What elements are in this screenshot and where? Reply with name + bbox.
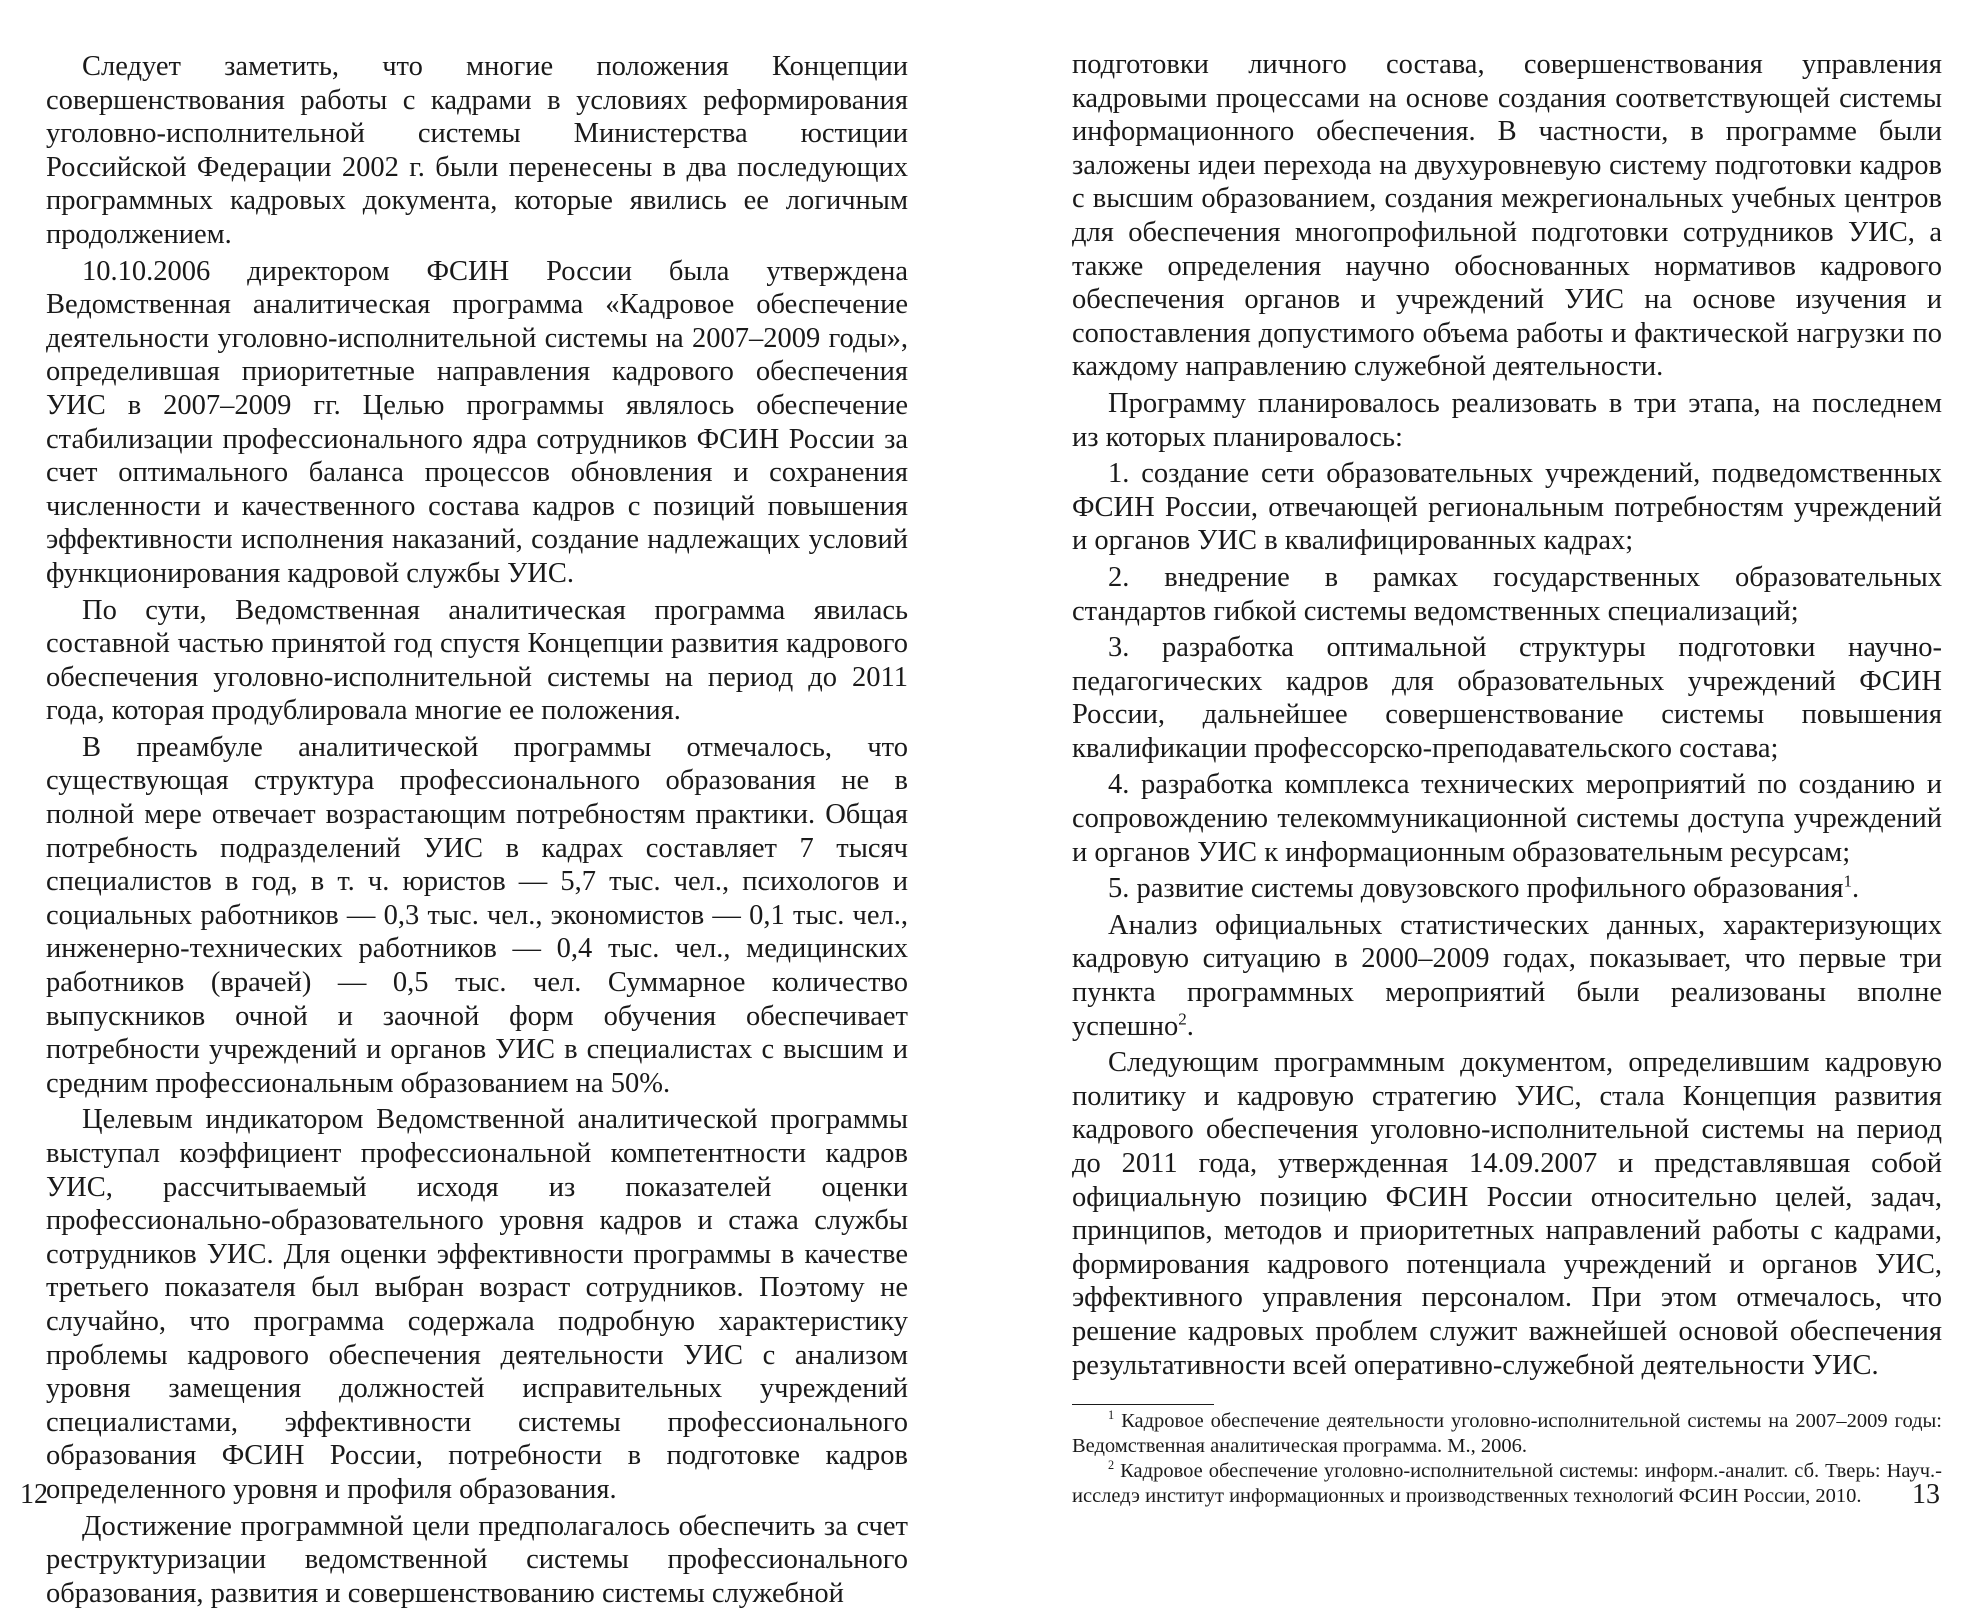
- list-item: 3. разработка оптимальной структуры подготовки научно-педагогических кадров для образовательных учреждений ФСИН России, дальнейшее совершенствование системы повышения квалификации профессорско-преподавательского состава;: [1072, 632, 1942, 764]
- footnotes: [1072, 1409, 1942, 1509]
- footnote: [1072, 1409, 1942, 1459]
- paragraph: В преамбуле аналитической программы отмечалось, что существующая структура профессионального образования не в полной мере отвечает возрастающим потребностям практики. Общая потребность подразделений УИС в кадрах составляет 7 тысяч специалистов в год, в т. ч. юристов — 5,7 тыс. чел., психологов и социальных работников — 0,3 тыс. чел., экономистов — 0,1 тыс. чел., инженерно-технических работников — 0,4 тыс. чел., медицинских работников (врачей) — 0,5 тыс. чел. Суммарное количество выпускников очной и заочной форм обучения обеспечивает потребности учреждений и органов УИС в специалистах с высшим и средним профессиональным образованием на 50%.: [46, 731, 908, 1099]
- right-page-body: [1072, 48, 1942, 1382]
- paragraph: 10.10.2006 директором ФСИН России была утверждена Ведомственная аналитическая программа «Кадровое обеспечение деятельности уголовно-исполнительной системы на 2007–2009 годы», определившая приоритетные направления кадрового обеспечения УИС в 2007–2009 гг. Целью программы являлось обеспечение стабилизации профессионального ядра сотрудников ФСИН России за счет оптимального баланса процессов обновления и сохранения численности и качественного состава кадров с позиций повышения эффективности исполнения наказаний, создание надлежащих условий функционирования кадровой службы УИС.: [46, 255, 908, 589]
- footnote-reference: 1: [1843, 871, 1853, 891]
- page-number-right: 13: [1912, 1479, 1940, 1510]
- left-page-body: [46, 50, 908, 1610]
- paragraph: Следующим программным документом, определившим кадровую политику и кадровую стратегию УИС, стала Концепция развития кадрового обеспечения уголовно-исполнительной системы на период до 2011 года, утвержденная 14.09.2007 и представлявшая собой официальную позицию ФСИН России относительно целей, задач, принципов, методов и приоритетных направлений работы с кадрами, формирования кадрового потенциала учреждений и органов УИС, эффективного управления персоналом. При этом отмечалось, что решение кадровых проблем служит важнейшей основой обеспечения результативности всей оперативно-служебной деятельности УИС.: [1072, 1047, 1942, 1381]
- footnote-text: Кадровое обеспечение уголовно-исполнительной системы: информ.-аналит. сб. Тверь: Науч.-исследэ институт информационных и производственных технологий ФСИН России, 2010.: [1072, 1460, 1942, 1508]
- paragraph-text: Анализ официальных статистических данных, характеризующих кадровую ситуацию в 2000–2009 годах, показывает, что первые три пункта программных мероприятий были реализованы вполне успешно: [1072, 909, 1942, 1042]
- paragraph-ending: .: [1852, 873, 1860, 905]
- paragraph-ending: .: [1186, 1010, 1194, 1042]
- footnote-text: Кадровое обеспечение деятельности уголовно-исполнительной системы на 2007–2009 годы: Ведомственная аналитическая программа. М., 2006.: [1072, 1410, 1943, 1458]
- list-item: 1. создание сети образовательных учреждений, подведомственных ФСИН России, отвечающей региональным потребностям учреждений и органов УИС в квалифицированных кадрах;: [1072, 458, 1942, 557]
- paragraph: По сути, Ведомственная аналитическая программа явилась составной частью принятой год спустя Концепции развития кадрового обеспечения уголовно-исполнительной системы на период до 2011 года, которая продублировала многие ее положения.: [46, 594, 908, 727]
- list-item: 4. разработка комплекса технических мероприятий по созданию и сопровождению телекоммуникационной системы доступа учреждений и органов УИС к информационным образовательным ресурсам;: [1072, 769, 1942, 868]
- paragraph: [1072, 909, 1942, 1043]
- footnote: [1072, 1459, 1942, 1509]
- footnote-number: 1: [1108, 1408, 1115, 1423]
- list-item-text: 5. развитие системы довузовского профильного образования: [1108, 873, 1844, 905]
- list-item: [1072, 872, 1942, 906]
- paragraph: Достижение программной цели предполагалось обеспечить за счет реструктуризации ведомственной системы профессионального образования, развития и совершенствованию системы служебной: [46, 1510, 908, 1609]
- footnote-separator: [1072, 1404, 1214, 1405]
- footnote-number: 2: [1108, 1458, 1115, 1473]
- left-page: [46, 48, 908, 1610]
- paragraph: Программу планировалось реализовать в три этапа, на последнем из которых планировалось:: [1072, 387, 1942, 453]
- paragraph: Целевым индикатором Ведомственной аналитической программы выступал коэффициент профессиональной компетентности кадров УИС, рассчитываемый исходя из показателей оценки профессионально-образовательного уровня кадров и стажа службы сотрудников УИС. Для оценки эффективности программы в качестве третьего показателя был выбран возраст сотрудников. Поэтому не случайно, что программа содержала подробную характеристику проблемы кадрового обеспечения деятельности УИС с анализом уровня замещения должностей исправительных учреждений специалистами, эффективности системы профессионального образования ФСИН России, потребности в подготовке кадров определенного уровня и профиля образования.: [46, 1104, 908, 1505]
- paragraph: подготовки личного состава, совершенствования управления кадровыми процессами на основе создания соответствующей системы информационного обеспечения. В частности, в программе были заложены идеи перехода на двухуровневую систему подготовки кадров с высшим образованием, создания межрегиональных учебных центров для обеспечения многопрофильной подготовки сотрудников УИС, а также определения научно обоснованных нормативов кадрового обеспечения органов и учреждений УИС на основе изучения и сопоставления допустимого объема работы и фактической нагрузки по каждому направлению служебной деятельности.: [1072, 49, 1942, 383]
- paragraph: Следует заметить, что многие положения Концепции совершенствования работы с кадрами в условиях реформирования уголовно-исполнительной системы Министерства юстиции Российской Федерации 2002 г. были перенесены в два последующих программных кадровых документа, которые явились ее логичным продолжением.: [46, 51, 908, 250]
- right-page: [1072, 48, 1942, 1509]
- footnote-reference: 2: [1178, 1009, 1187, 1029]
- page-number-left: 12: [20, 1479, 48, 1510]
- list-item: 2. внедрение в рамках государственных образовательных стандартов гибкой системы ведомственных специализаций;: [1072, 561, 1942, 627]
